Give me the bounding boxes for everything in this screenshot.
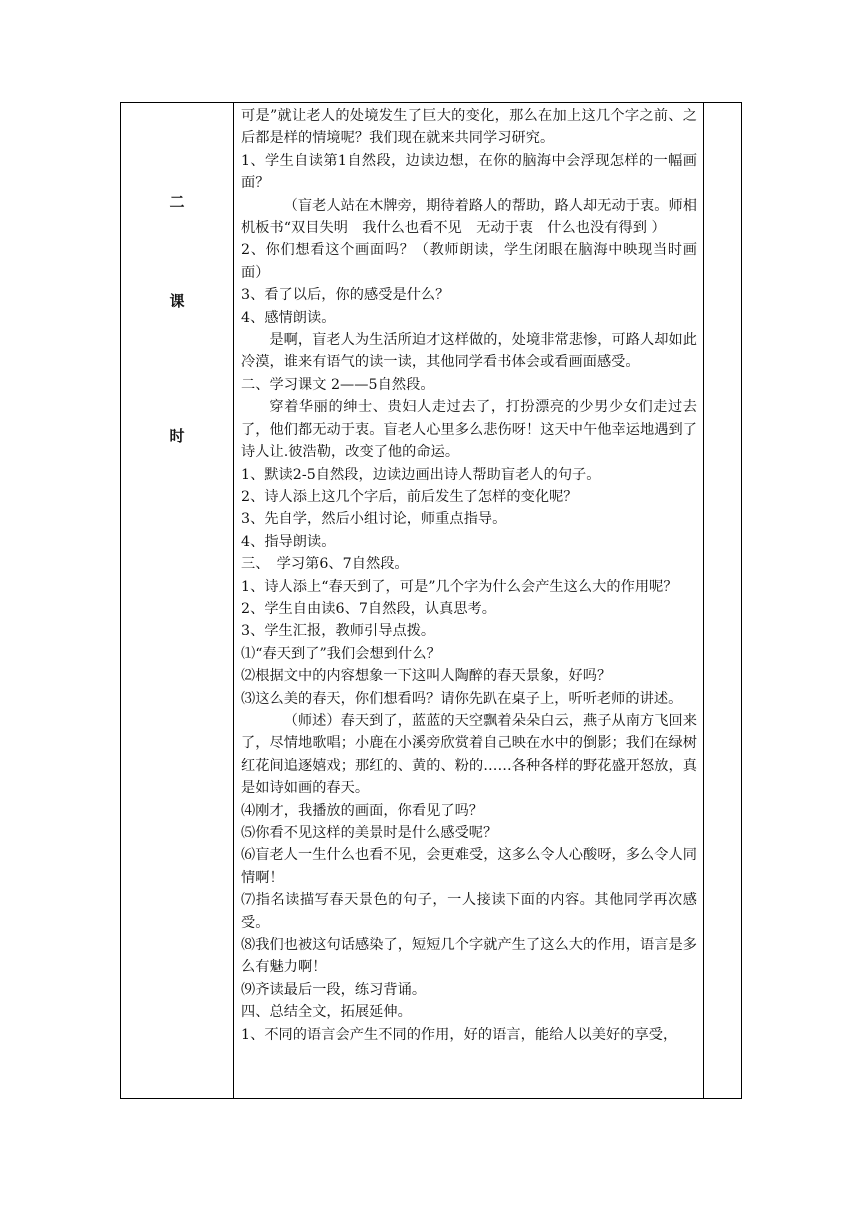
content-paragraph: 三、 学习第6、7自然段。 — [241, 556, 409, 573]
content-paragraph: 2、你们想看这个画面吗？（教师朗读，学生闭眼在脑海中映现当时画面） — [241, 242, 697, 281]
content-paragraph: 1、学生自读第1自然段，边读边想，在你的脑海中会浮现怎样的一幅画面？ — [241, 152, 697, 192]
content-paragraph: 4、感情朗读。 — [241, 309, 336, 326]
content-paragraph: 3、看了以后，你的感受是什么？ — [241, 287, 450, 304]
lesson-content — [234, 103, 703, 1046]
content-paragraph: ⑵根据文中的内容想象一下这叫人陶醉的春天景象，好吗？ — [241, 668, 612, 685]
lesson-label-char: 二 — [169, 193, 185, 211]
lesson-label-char: 课 — [169, 292, 185, 310]
content-paragraph: （师述）春天到了，蓝蓝的天空飘着朵朵白云，燕子从南方飞回来了，尽情地歌唱；小鹿在小溪旁欣赏着自己映在水中的倒影；我们在绿树红花间追逐嬉戏；那红的、黄的、粉的……各种各样的野花盛开怒放，真是如诗如画的春天。 — [241, 712, 697, 797]
content-paragraph: 1、诗人添上“春天到了，可是”几个字为什么会产生这么大的作用呢？ — [241, 578, 678, 595]
content-paragraph: ⑴“春天到了”我们会想到什么？ — [241, 645, 441, 662]
content-paragraph: 可是”就让老人的处境发生了巨大的变化，那么在加上这几个字之前、之后都是样的情境呢？我们现在就来共同学习研究。 — [241, 108, 697, 147]
content-paragraph: ⑶这么美的春天，你们想看吗？请你先趴在桌子上，听听老师的讲述。 — [241, 690, 683, 707]
content-paragraph: 3、学生汇报，教师引导点拨。 — [241, 623, 436, 640]
notes-cell — [704, 103, 742, 1099]
content-paragraph: 2、诗人添上这几个字后，前后发生了怎样的变化呢？ — [241, 488, 578, 505]
content-paragraph: （盲老人站在木牌旁，期待着路人的帮助，路人却无动于衷。师相机板书“双目失明 我什么也看不见 无动于衷 什么也没有得到 ） — [241, 197, 697, 237]
content-paragraph: 二、学习课文 2——5自然段。 — [241, 376, 435, 393]
lesson-content-cell — [234, 103, 704, 1099]
lesson-label-cell — [121, 103, 234, 1099]
content-paragraph: 1、默读2-5自然段，边读边画出诗人帮助盲老人的句子。 — [241, 466, 601, 483]
content-paragraph: 穿着华丽的绅士、贵妇人走过去了，打扮漂亮的少男少女们走过去了，他们都无动于衷。盲老人心里多么悲伤呀！这天中午他幸运地遇到了诗人让.彼浩勒，改变了他的命运。 — [241, 399, 697, 461]
content-paragraph: 2、学生自由读6、7自然段，认真思考。 — [241, 600, 497, 617]
content-paragraph: 4、指导朗读。 — [241, 533, 336, 550]
lesson-label — [121, 103, 233, 1098]
content-paragraph: 是啊，盲老人为生活所迫才这样做的，处境非常悲惨，可路人却如此冷漠，谁来有语气的读一读，其他同学看书体会或看画面感受。 — [241, 332, 697, 371]
content-paragraph: ⑻我们也被这句话感染了，短短几个字就产生了这么大的作用，语言是多么有魅力啊！ — [241, 937, 697, 976]
lesson-label-char: 时 — [169, 427, 185, 445]
content-paragraph: 四、总结全文，拓展延伸。 — [241, 1004, 412, 1021]
content-paragraph: ⑺指名读描写春天景色的句子，一人接读下面的内容。其他同学再次感受。 — [241, 892, 697, 931]
content-paragraph: ⑼齐读最后一段，练习背诵。 — [241, 981, 427, 998]
content-paragraph: ⑷刚才，我播放的画面，你看见了吗？ — [241, 802, 484, 819]
content-paragraph: ⑸你看不见这样的美景时是什么感受呢？ — [241, 825, 498, 841]
content-paragraph: 1、不同的语言会产生不同的作用，好的语言，能给人以美好的享受， — [241, 1026, 678, 1043]
lesson-plan-table — [120, 102, 742, 1099]
table-row — [121, 103, 742, 1099]
content-paragraph: ⑹盲老人一生什么也看不见，会更难受，这多么令人心酸呀，多么令人同情啊！ — [241, 847, 697, 886]
content-paragraph: 3、先自学，然后小组讨论，师重点指导。 — [241, 511, 507, 528]
